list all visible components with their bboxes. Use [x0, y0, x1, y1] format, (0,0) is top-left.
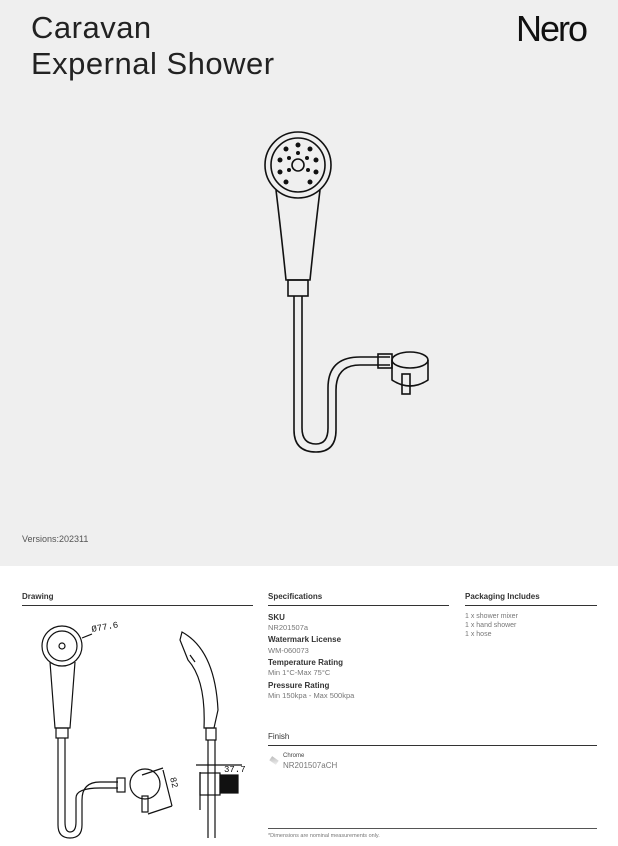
version-label: Versions:202311: [22, 534, 89, 544]
finish-code: NR201507aCH: [283, 761, 338, 770]
finish-name: Chrome: [283, 753, 305, 759]
product-image: [250, 130, 450, 460]
spec-label-watermark: Watermark License: [268, 635, 342, 644]
dim-holder-height: 82: [167, 776, 180, 790]
technical-drawing: [20, 610, 260, 840]
packaging-heading: Packaging Includes: [465, 592, 597, 606]
dim-head-diameter: Ø77.6: [90, 620, 120, 635]
packaging-item: 1 x shower mixer: [465, 613, 518, 620]
packaging-item: 1 x hose: [465, 631, 492, 638]
specifications-heading: Specifications: [268, 592, 449, 606]
chrome-swatch: [269, 756, 278, 765]
drawing-heading: Drawing: [22, 592, 253, 606]
spec-label-sku: SKU: [268, 613, 285, 622]
footnote: *Dimensions are nominal measurements only.: [268, 833, 380, 839]
title-line-1: Caravan: [31, 10, 152, 45]
spec-value-temperature: Min 1°C-Max 75°C: [268, 668, 331, 677]
finish-heading: Finish: [268, 732, 597, 746]
spec-value-watermark: WM-060073: [268, 646, 309, 655]
dim-holder-depth: 37.7: [224, 765, 246, 775]
divider: [268, 828, 597, 829]
brand-logo: Nero: [516, 8, 587, 49]
spec-label-temperature: Temperature Rating: [268, 658, 343, 667]
spec-value-sku: NR201507a: [268, 623, 309, 632]
product-title: [31, 10, 275, 82]
title-line-2: Expernal Shower: [31, 46, 275, 81]
spec-label-pressure: Pressure Rating: [268, 681, 330, 690]
spec-value-pressure: Min 150kpa - Max 500kpa: [268, 691, 355, 700]
packaging-item: 1 x hand shower: [465, 622, 517, 629]
